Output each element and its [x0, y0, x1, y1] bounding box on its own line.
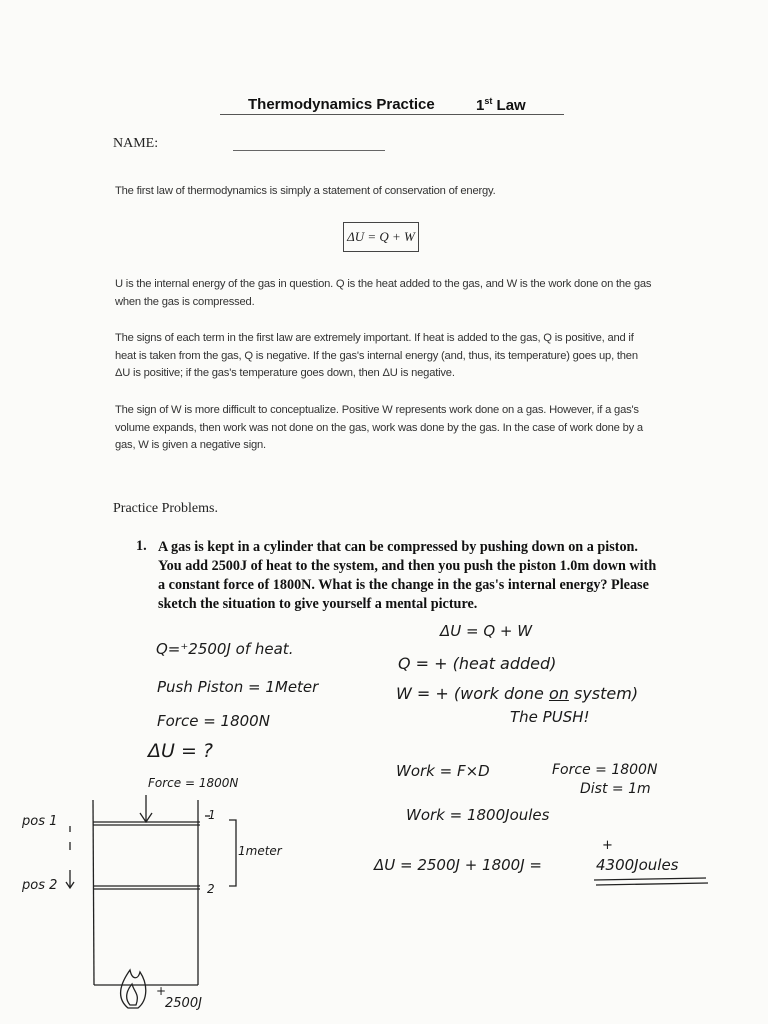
piston-position-2 [93, 886, 200, 889]
law-label: 1st Law [476, 96, 526, 114]
hand-equation: ΔU = Q + W [440, 622, 533, 640]
hand-dist-note: Dist = 1m [580, 781, 651, 797]
problem-number: 1. [136, 538, 147, 554]
hand-work-def: Work = F×D [396, 762, 490, 780]
flame-inner [127, 984, 138, 1005]
sketch-mark-2: 2 [207, 882, 215, 896]
pos2-arrow [66, 870, 74, 888]
problem-text: A gas is kept in a cylinder that can be compressed by pushing down on a piston. You add 2500J of heat to the system, and then you push the piston 1.0m down with a constant force of 1800N. What is the change in the gas's internal energy? Please sketch the situation to give yourself a mental picture. [158, 539, 657, 612]
paragraph-2: The signs of each term in the first law are extremely important. If heat is added to the gas, Q is positive, and if heat is taken from the gas, Q is negative. If the gas's internal energy (and, thus, its temperature) goes up, then ΔU is positive; if the gas's temperature goes down, then ΔU is negative. [115, 332, 638, 379]
paragraph-1: U is the internal energy of the gas in question. Q is the heat added to the gas, and W is the work done on the gas when the gas is compressed. [115, 278, 652, 308]
answer-underline [594, 878, 708, 885]
hand-force-given: Force = 1800N [157, 712, 270, 730]
piston-position-1 [93, 822, 200, 825]
paragraph-3: The sign of W is more difficult to conceptualize. Positive W represents work done on a gas. However, if a gas's volume expands, then work was not done on the gas, work was done by the gas. In the case of work done by a gas, W is given a negative sign. [115, 404, 643, 451]
sketch-mark-1: 1 [208, 808, 216, 822]
sketch-pos1-label: pos 1 [22, 814, 58, 829]
meter-bracket [229, 820, 236, 886]
formula-box: ΔU = Q + W [343, 222, 419, 252]
title-text: Thermodynamics Practice [248, 96, 435, 113]
intro-text: The first law of thermodynamics is simply a statement of conservation of energy. [115, 185, 496, 197]
sketch-one-meter: 1meter [238, 844, 282, 858]
hand-work-value: Work = 1800Joules [406, 806, 550, 824]
hand-force-note: Force = 1800N [552, 762, 658, 778]
hand-du-unknown: ΔU = ? [148, 740, 213, 762]
hand-answer: 4300Joules [596, 856, 679, 874]
sketch-pos2-label: pos 2 [22, 878, 58, 893]
sketch-heat-plus: + [156, 984, 167, 998]
name-label: NAME: [113, 136, 159, 151]
force-arrow [140, 795, 152, 822]
sketch-force-label: Force = 1800N [148, 776, 239, 790]
hand-push: Push Piston = 1Meter [157, 678, 319, 696]
hand-q-given: Q=⁺2500J of heat. [156, 640, 294, 658]
sketch-heat-label: 2500J [165, 996, 202, 1011]
cylinder-left-wall [93, 800, 94, 985]
practice-heading: Practice Problems. [113, 501, 218, 516]
flame-icon [121, 970, 146, 1008]
hand-w-sign: W = + (work done on system) [396, 684, 639, 703]
hand-the-push: The PUSH! [510, 708, 590, 726]
hand-plus: + [602, 838, 613, 853]
hand-q-sign: Q = + (heat added) [398, 654, 557, 673]
hand-du-calc: ΔU = 2500J + 1800J = [374, 856, 542, 874]
